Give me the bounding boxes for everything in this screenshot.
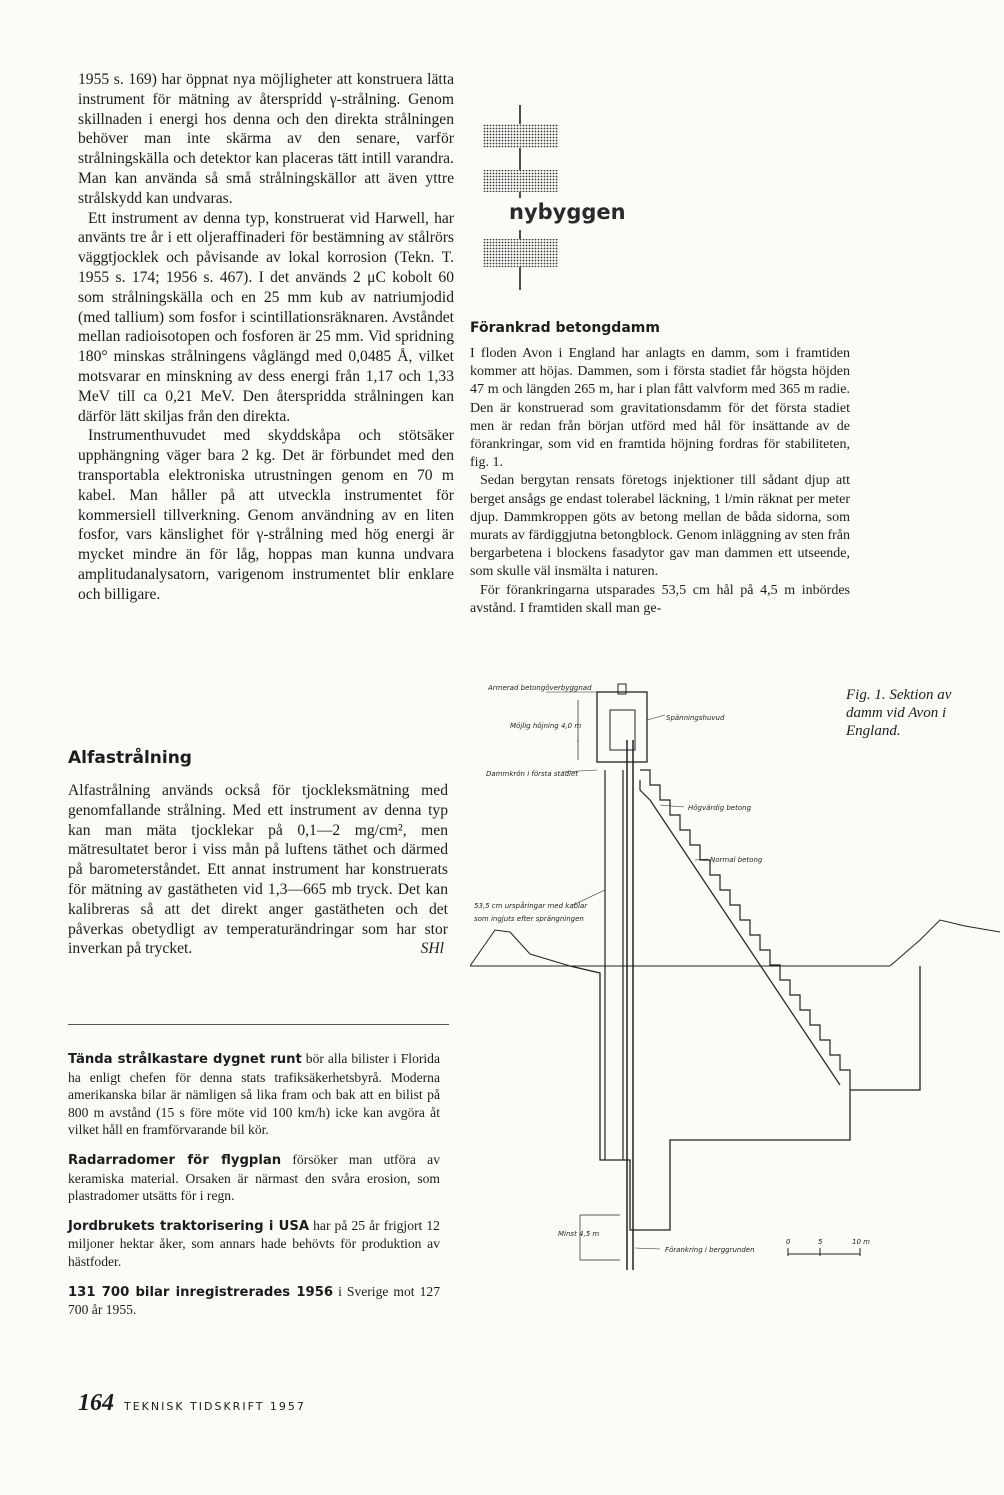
badge-label: nybyggen [509, 200, 626, 224]
section-badge [480, 100, 640, 290]
note-lead: Radarradomer för flygplan [68, 1152, 282, 1168]
section-divider [68, 1024, 449, 1025]
note-text: har på 25 år frigjort 12 miljoner hektar åker, som annars hade behövts för produktion av hästfoder. [68, 1217, 440, 1269]
label-minst: Minst 4,5 m [558, 1230, 600, 1238]
dam-paragraph-3: För förankringarna utsparades 53,5 cm hål på 4,5 m inbördes avstånd. I framtiden skall man ge- [470, 582, 850, 616]
paragraph-2: Ett instrument av denna typ, konstruerat vid Harwell, har använts tre år i ett oljeraffinaderi för bestämning av stålrörs väggtjocklek och påvisande av lokal korrosion (Tekn. T. 1955 s. 174; 1956 s. 467). I det används 2 μC kobolt 60 som strålningskälla och en 25 mm kub av natriumjodid (med tallium) som fosfor i scintillationsräknaren. Avståndet mellan radioisotopen och fosforen är 25 mm. Vid spridning 180° minskas strålningens våglängd med 0,0485 Å, vilket motsvarar en minskning av dess energi från 1,17 och 1,33 MeV till ca 0,21 MeV. Den återspridda strålningen kan därför lätt skiljas från den direkta. [78, 209, 454, 425]
left-column [78, 70, 454, 605]
label-dammkron: Dammkrön i första stadiet [486, 770, 579, 778]
crest-structure [597, 692, 647, 762]
note-item [68, 1050, 440, 1139]
note-item [68, 1283, 440, 1319]
label-urspar-2: som ingjuts efter sprängningen [474, 915, 584, 923]
note-text: i Sverige mot 127 700 år 1955. [68, 1283, 440, 1318]
dam-article [470, 345, 850, 618]
note-item [68, 1151, 440, 1205]
note-text: försöker man utföra av keramiska material. Orsaken är närmast den svåra erosion, som plastradomer utsätts för i regn. [68, 1151, 440, 1204]
paragraph-1: 1955 s. 169) har öppnat nya möjligheter att konstruera lätta instrument för mätning av återspridd γ-strålning. Genom skillnaden i energi hos denna och den direkta strålningen behöver man inte skärma av den senare, varför strålningskälla och detektor kan placeras tätt intill varandra. Man kan använda så små strålningskällor att även yttre strålskydd kan undvaras. [78, 71, 454, 207]
label-hogvardig: Högvärdig betong [688, 804, 752, 812]
label-spanning: Spänningshuvud [666, 714, 725, 722]
note-lead: Tända strålkastare dygnet runt [68, 1052, 302, 1067]
scale-label-5: 5 [818, 1238, 823, 1246]
alfa-heading: Alfastrålning [68, 748, 192, 768]
left-bank [470, 930, 570, 966]
label-armerad: Armerad betongöverbyggnad [488, 684, 592, 692]
label-urspar-1: 53,5 cm urspåringar med kablar [474, 902, 588, 910]
news-notes [68, 1050, 440, 1331]
dam-heading: Förankrad betongdamm [470, 320, 660, 336]
figure-caption: Fig. 1. Sektion av damm vid Avon i England. [846, 687, 952, 739]
scale-label-10: 10 m [852, 1238, 870, 1246]
note-text: bör alla bilister i Florida ha enligt chefen för denna stats trafiksäkerhetsbyrå. Moderna amerikanska bilar är nämligen så lika fram och bak att en bilist på 800 m avstånd (15 s före möte vid 100 km/h) icke kan avgöra åt vilket håll en framförvarande bil kör. [68, 1051, 440, 1138]
note-lead: 131 700 bilar inregistrerades 1956 [68, 1284, 334, 1300]
journal-name: TEKNISK TIDSKRIFT 1957 [124, 1400, 306, 1413]
note-lead: Jordbrukets traktorisering i USA [68, 1218, 310, 1234]
alfa-section [68, 781, 448, 959]
page-footer [78, 1390, 306, 1420]
badge-graphic-icon [480, 100, 640, 290]
dam-section-diagram [470, 670, 1004, 1395]
page-number: 164 [78, 1390, 114, 1416]
right-bank [890, 920, 1000, 966]
dam-paragraph-1: I floden Avon i England har anlagts en damm, som i framtiden kommer att höjas. Dammen, som i första stadiet får högsta höjden 47 m och längden 265 m, har i plan fått valvform med 365 m radie. Den är konstruerad som gravitationsdamm för det första stadiet men är redan från början utförd med hål för insättande av de förankringar, som vid en framtida höjning fordras för stabiliteten, fig. 1. [470, 346, 850, 471]
label-forankring: Förankring i berggrunden [665, 1246, 755, 1254]
dam-paragraph-2: Sedan bergytan rensats företogs injektioner till sådant djup att berget ansågs ge endast tolerabel läckning, 1 l/min räknat per meter djup. Dammkroppen göts av betong mellan de båda sidorna, som murats av färdiggjutna betongblock. Genom inläggning av sten från bergarbetena i blockens fasadytor gav man dammen ett utseende, som skulle väl insmälta i naturen. [470, 473, 850, 580]
paragraph-3: Instrumenthuvudet med skyddskåpa och stötsäker upphängning väger bara 2 kg. Det är förbundet med den transportabla elektroniska utrustningen genom en 70 m kabel. Man håller på att utveckla instrumentet för kommersiell tillverkning. Genom användning av en liten fosfor, vars känslighet för γ-strålning med hög energi är mycket mindre än för låg, hoppas man kunna undvara amplitudanalysatorn, varigenom instrumentet blir enklare och billigare. [78, 427, 454, 603]
label-normal: Normal betong [710, 856, 763, 864]
downstream-stepped-face [640, 770, 850, 1090]
alfa-paragraph: Alfastrålning används också för tjockleksmätning med genomfallande strålning. Med ett instrument av denna typ kan man mäta tjocklekar på 0,1—2 mg/cm², men mätresultatet beror i viss mån på luftens täthet och därmed på barometerståndet. Ett annat instrument har konstruerats för mätning av gastätheten vid 1,3—665 mb tryck. Det kan kalibreras så att det direkt anger gastätheten och det påverkas obetydligt av temperaturändringar som har stor inverkan på trycket. [68, 782, 448, 958]
scale-label-0: 0 [786, 1238, 791, 1246]
note-item [68, 1217, 440, 1271]
author-signature: SHl [420, 940, 444, 958]
label-mojlig: Möjlig höjning 4,0 m [510, 722, 582, 730]
